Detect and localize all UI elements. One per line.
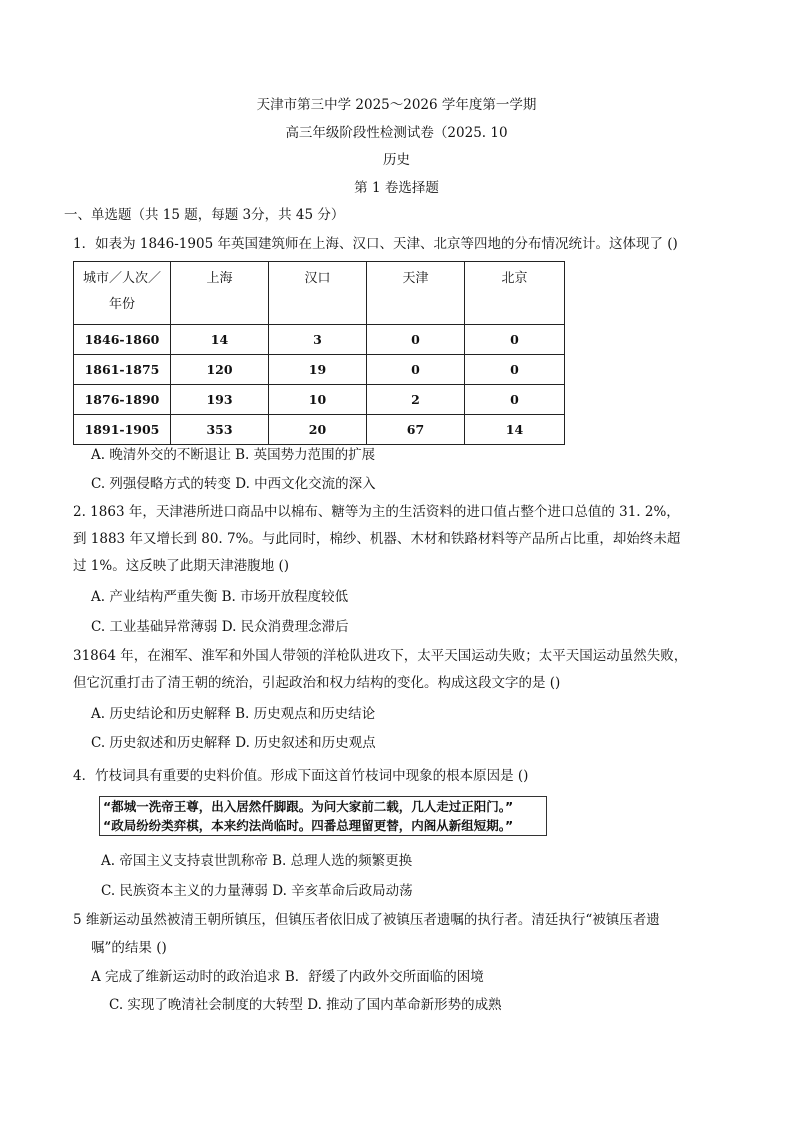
- table-cell: 67: [367, 415, 465, 445]
- poem-line-2: “政局纷纷类弈棋，本来约法尚临时。四番总理留更替，内阁从新组短期。”: [103, 818, 514, 833]
- table-cell: 193: [171, 385, 269, 415]
- q2-options-cd: C. 工业基础异常薄弱 D. 民众消费理念滞后: [91, 619, 349, 635]
- q3-stem-line2: 但它沉重打击了清王朝的统治，引起政治和权力结构的变化。构成这段文字的是 (): [73, 675, 561, 691]
- table-row: [74, 415, 565, 445]
- table-cell: 0: [465, 355, 565, 385]
- q1-options-cd: C. 列强侵略方式的转变 D. 中西文化交流的深入: [91, 476, 376, 492]
- q4-options-ab: A. 帝国主义支持袁世凯称帝 B. 总理人选的频繁更换: [101, 853, 413, 869]
- column-header: 天津: [367, 262, 465, 325]
- table-cell: 0: [465, 385, 565, 415]
- table-corner-cell: [74, 262, 171, 325]
- corner-label-top: 城市／人次／: [82, 271, 161, 286]
- q2-stem-line1: 2. 1863 年，天津港所进口商品中以棉布、糖等为主的生活资料的进口值占整个进口总值的 31. 2%，: [73, 504, 680, 520]
- table-row: [74, 355, 565, 385]
- table-cell: 20: [269, 415, 367, 445]
- column-header: 汉口: [269, 262, 367, 325]
- column-header: 北京: [465, 262, 565, 325]
- table-cell: 19: [269, 355, 367, 385]
- row-period: 1846-1860: [74, 325, 171, 355]
- q4-options-cd: C. 民族资本主义的力量薄弱 D. 辛亥革命后政局动荡: [101, 883, 413, 899]
- q3-options-ab: A. 历史结论和历史解释 B. 历史观点和历史结论: [91, 706, 376, 722]
- row-period: 1891-1905: [74, 415, 171, 445]
- q1-stem: 1．如表为 1846-1905 年英国建筑师在上海、汉口、天津、北京等四地的分布情况统计。这体现了 (): [73, 236, 678, 252]
- poem-line-1: “都城一洗帝王尊，出入居然仟脚跟。为问大家前二载，几人走过正阳门。”: [103, 799, 514, 814]
- table-cell: 120: [171, 355, 269, 385]
- table-cell: 0: [465, 325, 565, 355]
- table-cell: 14: [171, 325, 269, 355]
- table-row: [74, 325, 565, 355]
- row-period: 1876-1890: [74, 385, 171, 415]
- corner-label-bottom: 年份: [108, 297, 135, 312]
- subject-title: 历史: [383, 152, 410, 168]
- q5-options-cd: C. 实现了晚清社会制度的大转型 D. 推动了国内革命新形势的成熟: [109, 997, 502, 1013]
- exam-title: 高三年级阶段性检测试卷（2025. 10: [285, 125, 508, 141]
- column-header: 上海: [171, 262, 269, 325]
- q2-options-ab: A. 产业结构严重失衡 B. 市场开放程度较低: [91, 589, 349, 605]
- volume-title: 第 1 卷选择题: [354, 180, 439, 196]
- table-header-row: [74, 262, 565, 325]
- section-heading: 一、单选题（共 15 题，每题 3分，共 45 分）: [64, 207, 345, 223]
- architect-distribution-table: [73, 261, 565, 445]
- table-cell: 0: [367, 325, 465, 355]
- q3-options-cd: C. 历史叙述和历史解释 D. 历史叙述和历史观点: [91, 735, 376, 751]
- table-cell: 2: [367, 385, 465, 415]
- q1-options-ab: A. 晚清外交的不断退让 B. 英国势力范围的扩展: [91, 447, 376, 463]
- q5-options-ab: A 完成了维新运动时的政治追求 B．舒缓了内政外交所面临的困境: [91, 969, 484, 985]
- table-cell: 353: [171, 415, 269, 445]
- q2-stem-line2: 到 1883 年又增长到 80. 7%。与此同时，棉纱、机器、木材和铁路材料等产品所占比重，却始终未超: [73, 531, 681, 547]
- school-title: 天津市第三中学 2025～2026 学年度第一学期: [256, 97, 537, 113]
- q5-stem-line2: 嘱”的结果 (): [91, 940, 167, 956]
- table-cell: 10: [269, 385, 367, 415]
- table-cell: 0: [367, 355, 465, 385]
- q2-stem-line3: 过 1%。这反映了此期天津港腹地 (): [73, 558, 290, 574]
- table-row: [74, 385, 565, 415]
- bamboo-branch-poem-box: [99, 796, 547, 836]
- q3-stem-line1: 31864 年，在湘军、淮军和外国人带领的洋枪队进攻下，太平天国运动失败；太平天国运动虽然失败，: [73, 648, 688, 664]
- table-cell: 14: [465, 415, 565, 445]
- q5-stem-line1: 5 维新运动虽然被清王朝所镇压，但镇压者依旧成了被镇压者遗嘱的执行者。清廷执行“被镇压者遗: [73, 912, 660, 928]
- q4-stem: 4．竹枝词具有重要的史料价值。形成下面这首竹枝词中现象的根本原因是 (): [73, 768, 529, 784]
- row-period: 1861-1875: [74, 355, 171, 385]
- table-cell: 3: [269, 325, 367, 355]
